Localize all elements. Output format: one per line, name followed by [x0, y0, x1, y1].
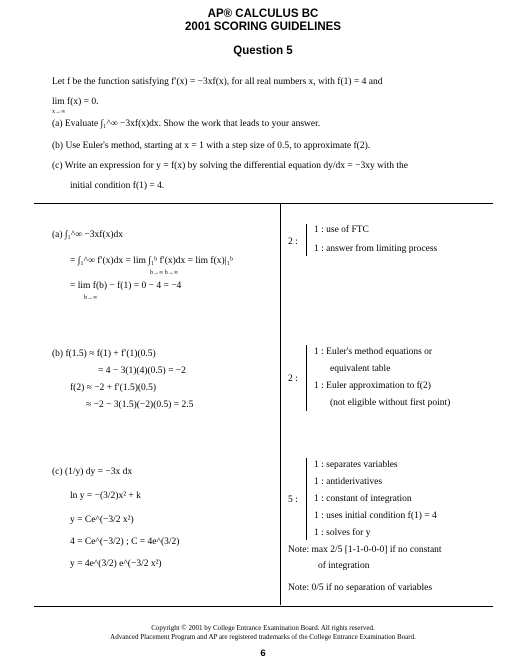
- part-c-rubric-2: 1 : antiderivatives: [314, 477, 383, 487]
- part-c-note-1b: of integration: [318, 561, 370, 571]
- part-c-brace: [306, 458, 311, 540]
- part-c-line1: (c) (1/y) dy = −3x dx: [52, 467, 133, 477]
- header-subtitle: 2001 SCORING GUIDELINES: [185, 21, 341, 33]
- part-b-brace: [306, 345, 311, 411]
- header-title: AP® CALCULUS BC: [207, 8, 319, 20]
- footer-copyright: Copyright © 2001 by College Entrance Examination Board. All rights reserved.: [151, 624, 375, 632]
- part-c-rubric-5: 1 : solves for y: [314, 528, 371, 538]
- part-a-line1: (a) ∫₁^∞ −3xf(x)dx: [52, 230, 124, 240]
- part-a-line3: = lim f(b) − f(1) = 0 − 4 = −4: [70, 281, 182, 291]
- prompt-part-c-line2: initial condition f(1) = 4.: [70, 181, 165, 191]
- part-c-rubric-4: 1 : uses initial condition f(1) = 4: [314, 511, 437, 521]
- prompt-intro-line2: lim f(x) = 0.: [52, 97, 99, 107]
- prompt-part-b: (b) Use Euler's method, starting at x = 1 with a step size of 0.5, to approximate f(2).: [52, 141, 371, 151]
- part-b-rubric-2b: (not eligible without first point): [330, 398, 451, 408]
- question-title: Question 5: [233, 45, 293, 57]
- footer-trademark: Advanced Placement Program and AP are registered trademarks of the College Entrance Examination Board.: [110, 633, 416, 641]
- prompt-limit-subscript: x→∞: [52, 109, 66, 115]
- part-c-rubric-1: 1 : separates variables: [314, 460, 398, 470]
- part-c-line4: 4 = Ce^(−3/2) ; C = 4e^(3/2): [70, 537, 180, 547]
- page-number: 6: [260, 648, 266, 659]
- part-b-rubric-1: 1 : Euler's method equations or: [314, 347, 433, 357]
- part-a-points: 2 :: [288, 237, 298, 247]
- part-a-line2: = ∫₁^∞ f′(x)dx = lim ∫₁ᵇ f′(x)dx = lim f(x)|₁ᵇ: [70, 256, 233, 266]
- part-c-line2: ln y = −(3/2)x² + k: [70, 491, 141, 501]
- part-a-rubric-2: 1 : answer from limiting process: [314, 244, 438, 254]
- part-a-brace: [306, 224, 311, 256]
- part-c-note-1: Note: max 2/5 [1-1-0-0-0] if no constant: [288, 545, 442, 555]
- part-c-note-2: Note: 0/5 if no separation of variables: [288, 583, 433, 593]
- prompt-part-a: (a) Evaluate ∫₁^∞ −3xf(x)dx. Show the work that leads to your answer.: [52, 119, 321, 129]
- scoring-table-divider: [280, 203, 281, 605]
- part-a-line3-subscript: b→∞: [84, 295, 98, 301]
- part-c-line3: y = Ce^(−3/2 x²): [70, 515, 134, 525]
- part-b-line2: = 4 − 3(1)(4)(0.5) = −2: [98, 366, 186, 376]
- part-b-rubric-2: 1 : Euler approximation to f(2): [314, 381, 431, 391]
- prompt-intro-line1: Let f be the function satisfying f′(x) = −3xf(x), for all real numbers x, with f(1) = 4 and: [52, 77, 383, 87]
- part-b-line1: (b) f(1.5) ≈ f(1) + f′(1)(0.5): [52, 349, 156, 359]
- part-b-line4: ≈ −2 − 3(1.5)(−2)(0.5) = 2.5: [86, 400, 194, 410]
- part-c-points: 5 :: [288, 495, 298, 505]
- part-c-line5: y = 4e^(3/2) e^(−3/2 x²): [70, 559, 162, 569]
- part-b-rubric-1b: equivalent table: [330, 364, 391, 374]
- part-b-line3: f(2) ≈ −2 + f′(1.5)(0.5): [70, 383, 157, 393]
- part-a-rubric-1: 1 : use of FTC: [314, 225, 369, 235]
- part-c-rubric-3: 1 : constant of integration: [314, 494, 412, 504]
- part-a-line2-subscript: b→∞ b→∞: [150, 270, 179, 276]
- part-b-points: 2 :: [288, 374, 298, 384]
- prompt-part-c-line1: (c) Write an expression for y = f(x) by solving the differential equation dy/dx = −3xy with the: [52, 161, 408, 171]
